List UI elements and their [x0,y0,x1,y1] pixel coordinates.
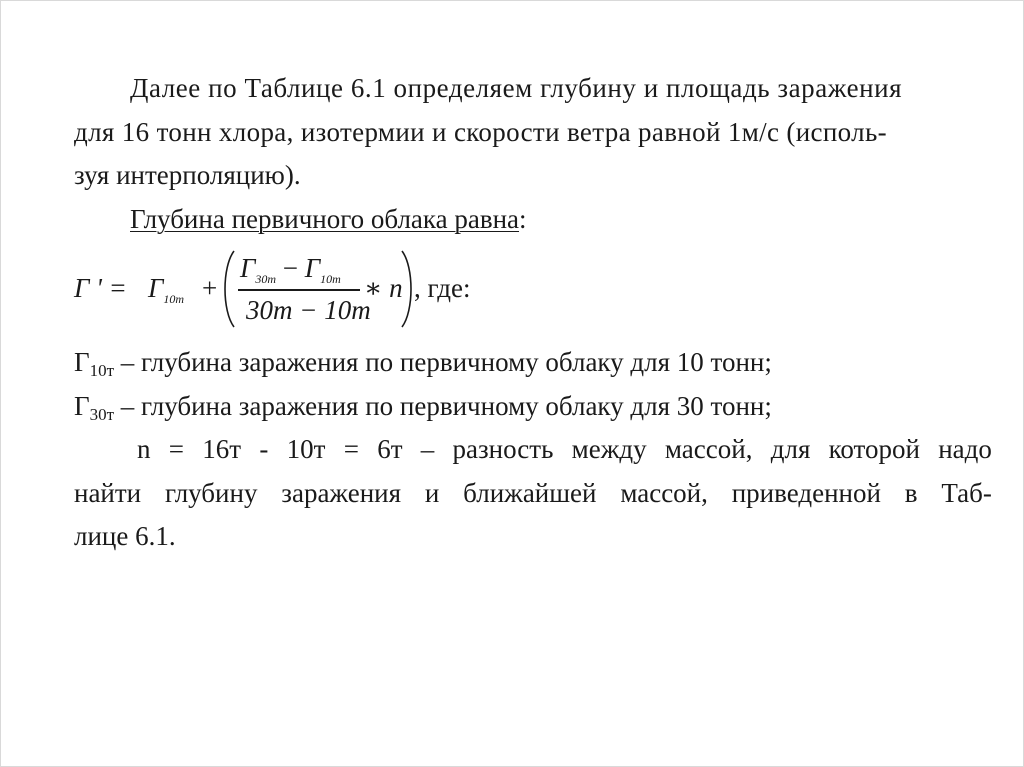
heading-suffix: : [519,203,527,234]
p2-word: для [770,434,811,464]
formula-plus: + [202,273,218,303]
definition-g10-symbol: Г [74,347,90,377]
formula-num-a: Г [240,253,256,283]
definition-g30 [74,385,992,429]
paragraph1-line1 [74,67,992,111]
paragraph2-line1 [74,428,992,472]
heading-text: Глубина первичного облака равна [130,203,520,234]
p2-word: которой [828,434,920,464]
p2-word: ближайшей [463,477,597,508]
p2-word: – [420,434,435,464]
p2-word: между [571,434,647,464]
document-body [74,67,992,559]
heading-line [74,198,992,242]
definition-g30-text: – глубина заражения по первичному облаку для 30 тонн; [114,390,772,421]
paragraph1-line3: зуя интерполяцию). [74,160,301,190]
p2-word: n [137,434,151,464]
paragraph1-line1-text: Далее по Таблице 6.1 определяем глубину и площадь заражения [130,73,903,103]
formula-num-b-sub: 10т [320,272,341,286]
formula-num-minus: − [282,253,299,283]
p2-word: найти [74,477,142,508]
formula-term1-symbol: Г [148,273,164,303]
p2-word: 6т [377,434,403,464]
formula-numerator [240,247,341,291]
p2-word: и [424,477,440,508]
paragraph2-line3: лице 6.1. [74,521,176,551]
formula-denominator: 30т − 10т [246,295,371,325]
p2-word: приведенной [731,477,881,508]
formula-term1-sub: 10т [163,292,185,306]
definition-g10-text: – глубина заражения по первичному облаку для 10 тонн; [114,347,772,377]
formula-num-b: Г [304,253,321,283]
formula-lhs: Г ' = [74,273,127,303]
formula-num-a-sub: 30т [255,272,277,286]
formula-suffix: , где: [414,273,471,303]
p2-word: заражения [281,477,402,508]
p2-word: массой, [664,434,753,464]
left-paren-icon [220,249,238,329]
p2-word: в [904,477,918,508]
definition-g30-symbol: Г [74,390,90,421]
p2-word: - [259,434,269,464]
p2-word: надо [938,434,992,464]
formula-mult: ∗ n [364,273,403,303]
p2-word: = [343,434,359,464]
definition-g10 [74,341,992,385]
p2-word: разность [452,434,554,464]
p2-word: глубину [164,477,258,508]
formula-term1 [148,267,184,311]
definition-g30-sub: 30т [89,404,115,424]
paragraph2-line2 [74,472,992,516]
p2-word: 10т [286,434,326,464]
definition-g10-sub: 10т [89,361,115,380]
p2-word: массой, [620,477,708,508]
formula [74,249,992,329]
paragraph1-line2: для 16 тонн хлора, изотермии и скорости ветра равной 1м/с (исполь- [74,116,888,147]
p2-word: Таб- [941,477,992,508]
p2-word: 16т [202,434,242,464]
p2-word: = [168,434,184,464]
